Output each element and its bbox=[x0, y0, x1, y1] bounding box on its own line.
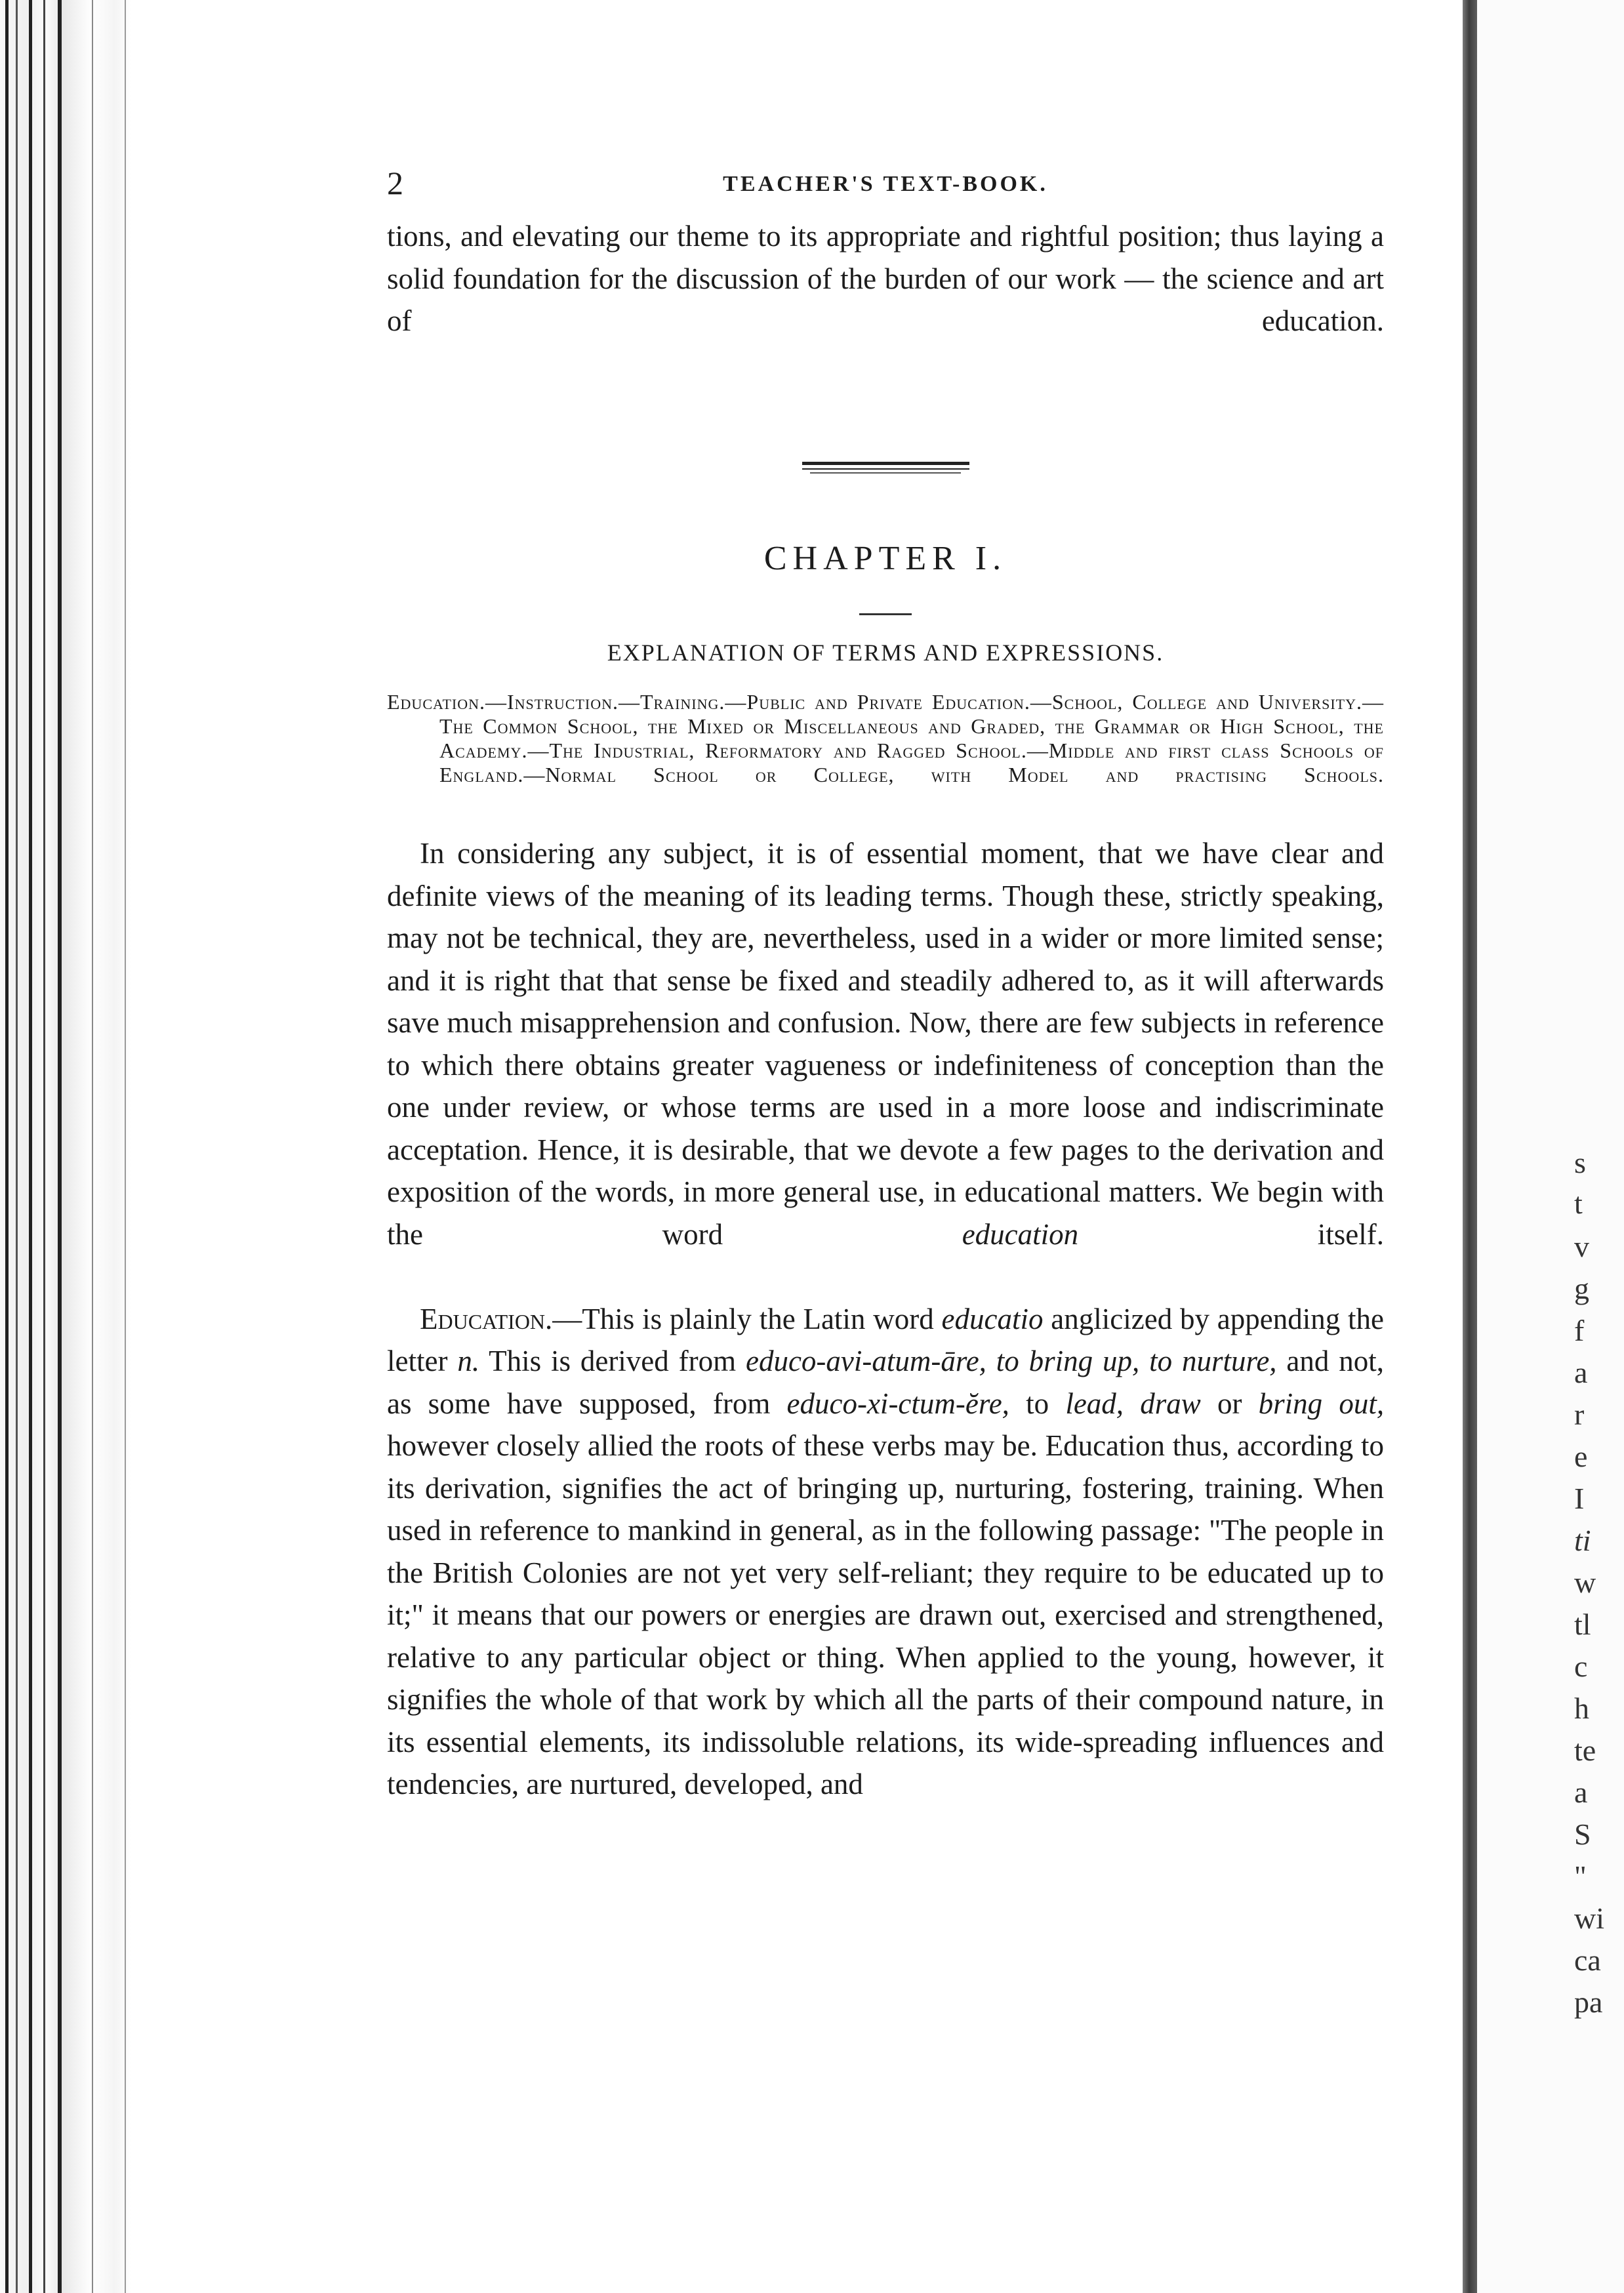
facing-page-fragment: h bbox=[1574, 1692, 1589, 1725]
section-divider-ornament bbox=[802, 462, 969, 474]
running-head bbox=[387, 164, 1384, 210]
paragraph-text: to bbox=[1026, 1387, 1049, 1420]
intro-paragraph: tions, and elevating our theme to its appropriate and rightful position; thus laying a solid foundation for the discussion of the burden of our work — the science and art of education. bbox=[387, 220, 1384, 337]
facing-page-fragment: g bbox=[1574, 1272, 1589, 1305]
italic-term: lead, draw bbox=[1065, 1387, 1201, 1420]
body-paragraph bbox=[387, 1298, 1384, 1806]
paragraph-lead-term: Education. bbox=[420, 1302, 553, 1335]
paragraph-text: This is derived from bbox=[489, 1345, 737, 1377]
italic-term: education bbox=[962, 1217, 1079, 1251]
facing-page-fragment: ca bbox=[1574, 1943, 1601, 1977]
paragraph-text: anglicized by appending the letter bbox=[387, 1302, 1385, 1377]
paragraph-text: or bbox=[1217, 1387, 1242, 1420]
binding-shadow-line bbox=[5, 0, 9, 2293]
facing-page-fragment: tl bbox=[1574, 1608, 1591, 1641]
chapter-summary: Education.—Instruction.—Training.—Public and Private Education.—School, College and University.—The Common School, the Mixed or Miscellaneous and Graded, the Grammar or High School, the Academy.—The Industrial, Reformatory and Ragged School.—Middle and first class Schools of England.—Normal School or College, with Model and practising Schools. bbox=[387, 690, 1384, 786]
facing-page-fragment: r bbox=[1574, 1398, 1585, 1431]
facing-page-fragment: pa bbox=[1574, 1985, 1603, 2019]
page-number: 2 bbox=[387, 165, 403, 201]
paragraph-text: —This is plainly the Latin word bbox=[552, 1302, 934, 1335]
binding-shadow-line bbox=[125, 0, 126, 2293]
paragraph-text: however closely allied the roots of these verbs may be. Education thus, according to its derivation, signifies the act of bringing up, nurturing, fostering, training. When used in reference to mankind in general, as in the following passage: "The people in the British Colonies are not yet very self-reliant; they require to be educated up to it;" it means that our powers or energies are drawn out, exercised and strengthened, relative to any particular object or thing. When applied to the young, however, it signifies the whole of that work by which all the parts of their compound nature, in its essential elements, its indissoluble relations, its wide-spreading influences and tendencies, are nurtured, developed, and bbox=[387, 1429, 1384, 1800]
paragraph-text: and not, as some have supposed, from bbox=[387, 1345, 1384, 1420]
body-paragraph bbox=[387, 832, 1384, 1298]
italic-term: educatio bbox=[941, 1302, 1044, 1335]
facing-page-fragment: a bbox=[1574, 1356, 1588, 1389]
book-binding-edge bbox=[0, 0, 131, 2293]
italic-term: n. bbox=[457, 1345, 480, 1377]
facing-page-fragment: S bbox=[1574, 1817, 1591, 1851]
binding-shadow-line bbox=[58, 0, 62, 2293]
binding-shadow-line bbox=[92, 0, 93, 2293]
facing-page-fragment: ti bbox=[1574, 1524, 1591, 1557]
facing-page-fragment: " bbox=[1574, 1859, 1587, 1893]
running-title: TEACHER'S TEXT-BOOK. bbox=[723, 172, 1048, 196]
facing-page-fragment: f bbox=[1574, 1314, 1585, 1347]
facing-page-fragment: I bbox=[1574, 1482, 1585, 1515]
facing-page-fragment: c bbox=[1574, 1650, 1588, 1683]
binding-shadow-line bbox=[16, 0, 18, 2293]
italic-term: educo-avi-atum-āre, to bring up, to nurture, bbox=[745, 1345, 1277, 1377]
binding-shadow-line bbox=[43, 0, 45, 2293]
chapter-heading: CHAPTER I. bbox=[763, 540, 1007, 577]
facing-page-fragment: a bbox=[1574, 1776, 1588, 1809]
facing-page-fragment: v bbox=[1574, 1230, 1589, 1263]
page-edge-shadow bbox=[1463, 0, 1477, 2293]
binding-shadow-line bbox=[29, 0, 32, 2293]
facing-page-fragment: w bbox=[1574, 1566, 1596, 1599]
chapter-subtitle: EXPLANATION OF TERMS AND EXPRESSIONS. bbox=[607, 639, 1164, 666]
facing-page-fragment: te bbox=[1574, 1734, 1596, 1767]
facing-page-fragment: wi bbox=[1574, 1901, 1604, 1935]
facing-page-fragment: t bbox=[1574, 1187, 1583, 1220]
italic-term: educo-xi-ctum-ĕre, bbox=[786, 1387, 1009, 1420]
facing-page-fragment: e bbox=[1574, 1440, 1588, 1473]
chapter-rule bbox=[859, 613, 912, 615]
book-page bbox=[387, 164, 1384, 1806]
facing-page bbox=[1477, 0, 1624, 2293]
facing-page-fragment: s bbox=[1574, 1146, 1586, 1179]
body-text bbox=[387, 832, 1384, 1806]
paragraph-text: In considering any subject, it is of essential moment, that we have clear and definite views of the meaning of its leading terms. Though these, strictly speaking, may not be technical, they are, nevertheless, used in a wider or more limited sense; and it is right that that sense be fixed and steadily adhered to, as it will afterwards save much misapprehension and confusion. Now, there are few subjects in reference to which there obtains greater vagueness or indefiniteness of conception than the one under review, or whose terms are used in a more loose and indiscriminate acceptation. Hence, it is desirable, that we devote a few pages to the derivation and exposition of the words, in more general use, in educational matters. We begin with the word bbox=[387, 837, 1384, 1251]
paragraph-text: itself. bbox=[1317, 1217, 1385, 1251]
italic-term: bring out, bbox=[1258, 1387, 1385, 1420]
